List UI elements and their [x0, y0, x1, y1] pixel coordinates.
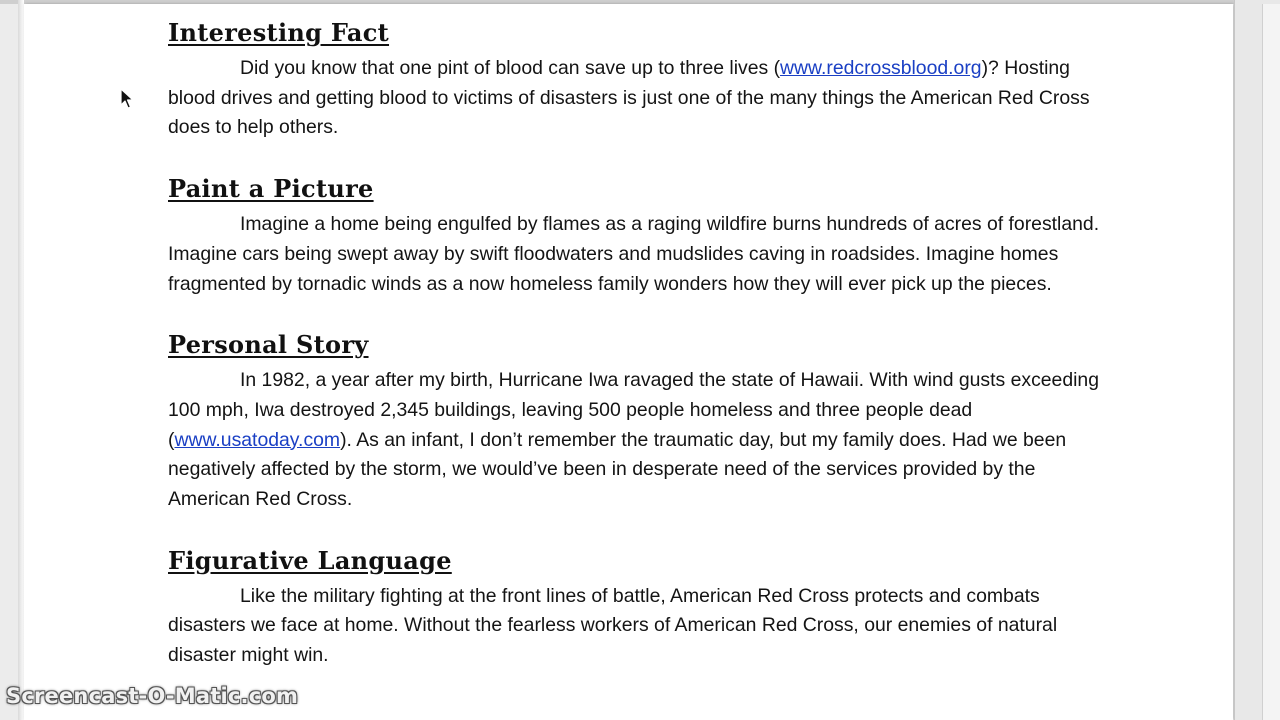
vertical-scrollbar[interactable]: [1262, 4, 1280, 720]
mouse-pointer-icon: [120, 88, 134, 110]
section-heading: Figurative Language: [168, 545, 452, 575]
section-paint-a-picture: [168, 174, 1108, 299]
section-paragraph[interactable]: [168, 366, 1108, 515]
section-paragraph[interactable]: Imagine a home being engulfed by flames as a raging wildfire burns hundreds of acres of forestland. Imagine cars being swept away by swift floodwaters and mudslides caving in roadsides. Imagine homes fragmented by tornadic winds as a now homeless family wonders how they will ever pick up the pieces.: [168, 213, 1100, 295]
paragraph-text: In 1982, a year after my birth, Hurricane Iwa ravaged the state of Hawaii. With wind gusts exceeding 100 mph, Iwa destroyed 2,345 buildings, leaving 500 people homeless and three people dead (: [168, 369, 1100, 451]
section-heading: Paint a Picture: [168, 174, 374, 204]
screencast-watermark: Screencast-O-Matic.com: [6, 684, 299, 708]
section-figurative-language: [168, 546, 1108, 671]
paragraph-text: Did you know that one pint of blood can save up to three lives (: [240, 57, 781, 79]
paragraph-text: )? Hosting blood drives and getting blood to victims of disasters is just one of the many things the American Red Cross does to help others.: [168, 57, 1090, 139]
section-paragraph[interactable]: [168, 54, 1108, 143]
redcrossblood-link[interactable]: www.redcrossblood.org: [780, 57, 982, 79]
section-interesting-fact: [168, 18, 1108, 143]
usatoday-link[interactable]: www.usatoday.com: [174, 428, 341, 451]
section-personal-story: [168, 330, 1108, 515]
paragraph-text: ). As an infant, I don’t remember the traumatic day, but my family does. Had we been negatively affected by the storm, we would’ve been in desperate need of the services provided by the American Red Cross.: [168, 428, 1067, 511]
section-heading: Personal Story: [168, 330, 369, 360]
document-body[interactable]: [168, 18, 1108, 702]
section-paragraph[interactable]: Like the military fighting at the front lines of battle, American Red Cross protects and combats disasters we face at home. Without the fearless workers of American Red Cross, our enemies of natural disaster might win.: [168, 584, 1058, 667]
section-heading: Interesting Fact: [168, 18, 390, 47]
